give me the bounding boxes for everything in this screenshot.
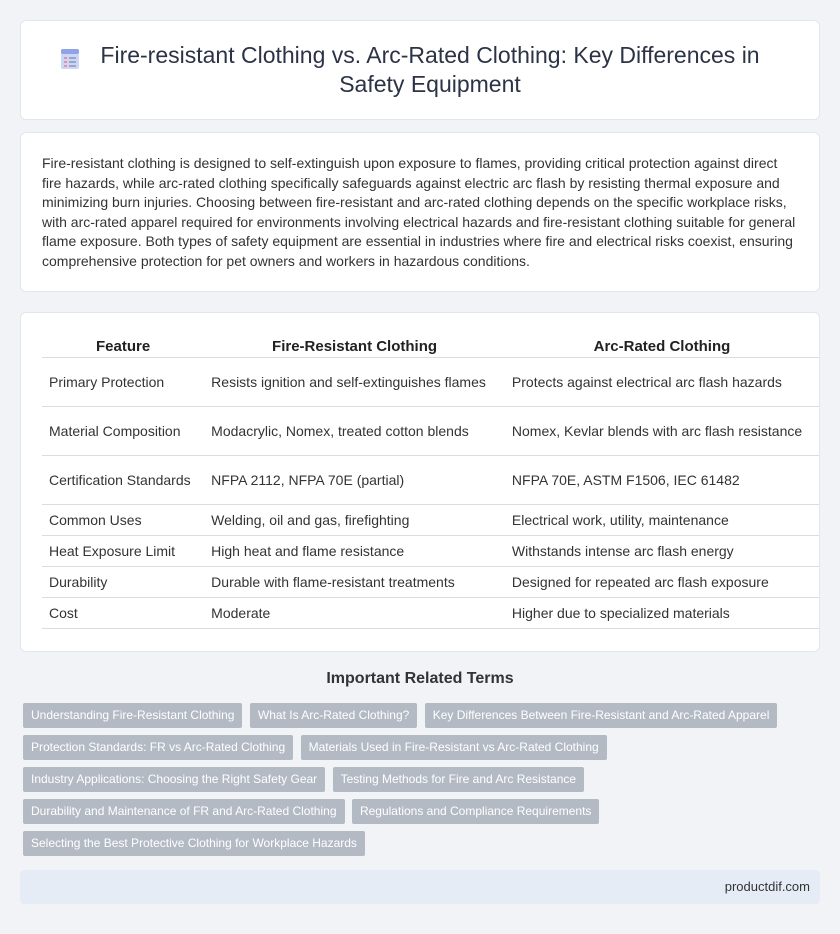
header-fire-resistant: Fire-Resistant Clothing <box>204 333 505 357</box>
table-cell: Higher due to specialized materials <box>505 597 819 628</box>
related-term-tag[interactable]: Materials Used in Fire-Resistant vs Arc-Rated Clothing <box>301 735 607 760</box>
table-cell: Primary Protection <box>42 357 204 406</box>
tag-row <box>23 799 783 831</box>
table-cell: Welding, oil and gas, firefighting <box>204 504 505 535</box>
table-cell: Withstands intense arc flash energy <box>505 535 819 566</box>
header-card <box>20 20 820 120</box>
table-row <box>42 357 819 406</box>
table-cell: Durability <box>42 566 204 597</box>
table-cell: Resists ignition and self-extinguishes flames <box>204 357 505 406</box>
tag-row <box>23 735 783 767</box>
related-term-tag[interactable]: Key Differences Between Fire-Resistant and Arc-Rated Apparel <box>425 703 778 728</box>
table-cell: Durable with flame-resistant treatments <box>204 566 505 597</box>
table-cell: Nomex, Kevlar blends with arc flash resistance <box>505 406 819 455</box>
related-term-tag[interactable]: Selecting the Best Protective Clothing for Workplace Hazards <box>23 831 365 856</box>
related-terms-list <box>23 703 783 863</box>
table-cell: NFPA 70E, ASTM F1506, IEC 61482 <box>505 455 819 504</box>
comparison-table-card <box>20 312 820 652</box>
related-term-tag[interactable]: Protection Standards: FR vs Arc-Rated Clothing <box>23 735 293 760</box>
intro-card <box>20 132 820 292</box>
table-row <box>42 504 819 535</box>
related-term-tag[interactable]: Durability and Maintenance of FR and Arc-Rated Clothing <box>23 799 345 824</box>
footer <box>20 870 820 904</box>
table-cell: High heat and flame resistance <box>204 535 505 566</box>
table-cell: Modacrylic, Nomex, treated cotton blends <box>204 406 505 455</box>
related-term-tag[interactable]: Industry Applications: Choosing the Right Safety Gear <box>23 767 325 792</box>
table-row <box>42 566 819 597</box>
title-wrap <box>41 41 799 99</box>
table-cell: Certification Standards <box>42 455 204 504</box>
document-icon <box>59 48 81 70</box>
intro-paragraph: Fire-resistant clothing is designed to self-extinguish upon exposure to flames, providing critical protection against direct fire hazards, while arc-rated clothing specifically safeguards against electric arc flash by resisting thermal exposure and minimizing burn injuries. Choosing between fire-resistant and arc-rated clothing depends on the specific workplace risks, with arc-rated apparel required for environments involving electrical hazards and fire-resistant clothing suitable for general flame exposure. Both types of safety equipment are essential in industries where fire and electrical risks coexist, ensuring comprehensive protection for pet owners and workers in hazardous conditions. <box>42 155 796 269</box>
related-term-tag[interactable]: Testing Methods for Fire and Arc Resistance <box>333 767 584 792</box>
table-cell: Electrical work, utility, maintenance <box>505 504 819 535</box>
table-cell: Heat Exposure Limit <box>42 535 204 566</box>
table-row <box>42 597 819 628</box>
table-cell: NFPA 2112, NFPA 70E (partial) <box>204 455 505 504</box>
footer-site-link[interactable]: productdif.com <box>724 879 810 894</box>
table-cell: Moderate <box>204 597 505 628</box>
table-header-row <box>42 333 819 357</box>
table-row <box>42 535 819 566</box>
related-term-tag[interactable]: Regulations and Compliance Requirements <box>352 799 599 824</box>
header-feature: Feature <box>42 333 204 357</box>
table-cell: Material Composition <box>42 406 204 455</box>
tag-row <box>23 831 783 863</box>
comparison-table <box>42 333 819 629</box>
related-term-tag[interactable]: What Is Arc-Rated Clothing? <box>250 703 417 728</box>
page-title: Fire-resistant Clothing vs. Arc-Rated Clothing: Key Differences in Safety Equipment <box>100 42 760 97</box>
related-terms-heading: Important Related Terms <box>326 670 514 687</box>
table-cell: Cost <box>42 597 204 628</box>
table-row <box>42 455 819 504</box>
table-row <box>42 406 819 455</box>
table-cell: Common Uses <box>42 504 204 535</box>
tag-row <box>23 703 783 735</box>
header-arc-rated: Arc-Rated Clothing <box>505 333 819 357</box>
related-term-tag[interactable]: Understanding Fire-Resistant Clothing <box>23 703 242 728</box>
tag-row <box>23 767 783 799</box>
table-cell: Protects against electrical arc flash hazards <box>505 357 819 406</box>
table-cell: Designed for repeated arc flash exposure <box>505 566 819 597</box>
